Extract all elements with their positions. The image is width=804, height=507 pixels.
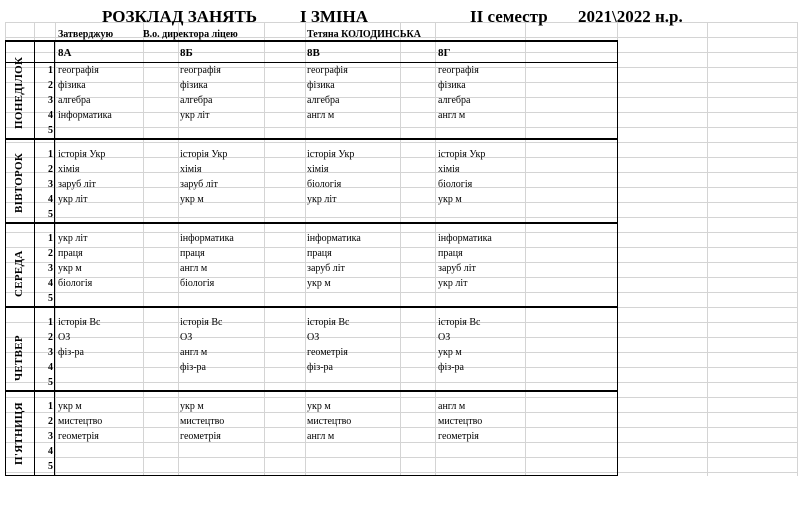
subject-cell: хімія bbox=[438, 164, 460, 175]
lesson-number: 3 bbox=[48, 95, 53, 106]
subject-cell: англ м bbox=[438, 401, 466, 412]
lesson-number: 5 bbox=[48, 209, 53, 220]
gridline-h bbox=[5, 97, 797, 98]
gridline-h bbox=[5, 127, 797, 128]
lesson-number: 4 bbox=[48, 110, 53, 121]
subject-cell: праця bbox=[180, 248, 205, 259]
day-separator bbox=[5, 138, 617, 140]
gridline-h bbox=[5, 352, 797, 353]
subject-cell: укр м bbox=[180, 401, 204, 412]
subject-cell: історія Укр bbox=[307, 149, 355, 160]
subject-cell: історія Укр bbox=[180, 149, 228, 160]
subject-cell: історія Укр bbox=[58, 149, 106, 160]
class-header-3: 8В bbox=[307, 47, 320, 59]
subject-cell: біологія bbox=[180, 278, 215, 289]
border-vertical bbox=[617, 40, 618, 476]
gridline-h bbox=[5, 442, 797, 443]
day-separator bbox=[5, 222, 617, 224]
lesson-number: 4 bbox=[48, 362, 53, 373]
gridline-h bbox=[5, 322, 797, 323]
subject-cell: англ м bbox=[180, 263, 208, 274]
subject-cell: геометрія bbox=[438, 431, 479, 442]
subject-cell: ОЗ bbox=[307, 332, 320, 343]
subject-cell: укр м bbox=[307, 401, 331, 412]
subject-cell: географія bbox=[307, 65, 348, 76]
gridline-h bbox=[5, 367, 797, 368]
gridline-h bbox=[5, 52, 797, 53]
lesson-number: 3 bbox=[48, 263, 53, 274]
day-label-1: ПОНЕДІЛОК bbox=[13, 56, 25, 129]
subject-cell: мистецтво bbox=[307, 416, 352, 427]
subject-cell: фіз-ра bbox=[180, 362, 206, 373]
subject-cell: історія Вс bbox=[438, 317, 481, 328]
lesson-number: 5 bbox=[48, 461, 53, 472]
lesson-number: 1 bbox=[48, 317, 53, 328]
gridline-h bbox=[5, 457, 797, 458]
subject-cell: алгебра bbox=[438, 95, 471, 106]
subject-cell: укр м bbox=[438, 194, 462, 205]
gridline-h bbox=[5, 247, 797, 248]
subject-cell: праця bbox=[307, 248, 332, 259]
day-label-4: ЧЕТВЕР bbox=[13, 335, 25, 381]
subject-cell: біологія bbox=[58, 278, 93, 289]
subject-cell: англ м bbox=[180, 347, 208, 358]
gridline-v bbox=[525, 22, 526, 476]
gridline-h bbox=[5, 67, 797, 68]
lesson-number: 2 bbox=[48, 164, 53, 175]
subject-cell: заруб літ bbox=[438, 263, 476, 274]
subject-cell: ОЗ bbox=[180, 332, 193, 343]
day-separator bbox=[5, 306, 617, 308]
border-vertical bbox=[34, 40, 35, 476]
subject-cell: хімія bbox=[180, 164, 202, 175]
gridline-v bbox=[435, 22, 436, 476]
subject-cell: історія Укр bbox=[438, 149, 486, 160]
class-header-2: 8Б bbox=[180, 47, 193, 59]
lesson-number: 1 bbox=[48, 65, 53, 76]
lesson-number: 5 bbox=[48, 293, 53, 304]
subject-cell: праця bbox=[438, 248, 463, 259]
subject-cell: фізика bbox=[180, 80, 208, 91]
approval-label: Затверджую bbox=[58, 29, 114, 40]
gridline-h bbox=[5, 277, 797, 278]
gridline-h bbox=[5, 112, 797, 113]
subject-cell: фіз-ра bbox=[307, 362, 333, 373]
subject-cell: укр літ bbox=[58, 233, 88, 244]
subject-cell: інформатика bbox=[307, 233, 361, 244]
gridline-v bbox=[707, 22, 708, 476]
subject-cell: алгебра bbox=[58, 95, 91, 106]
subject-cell: укр літ bbox=[180, 110, 210, 121]
lesson-number: 4 bbox=[48, 278, 53, 289]
subject-cell: фіз-ра bbox=[58, 347, 84, 358]
subject-cell: інформатика bbox=[438, 233, 492, 244]
lesson-number: 1 bbox=[48, 233, 53, 244]
gridline-h bbox=[5, 142, 797, 143]
border-vertical bbox=[5, 40, 6, 476]
subject-cell: мистецтво bbox=[180, 416, 225, 427]
subject-cell: фізика bbox=[58, 80, 86, 91]
lesson-number: 2 bbox=[48, 248, 53, 259]
gridline-h bbox=[5, 472, 797, 473]
subject-cell: інформатика bbox=[180, 233, 234, 244]
subject-cell: заруб літ bbox=[58, 179, 96, 190]
gridline-h bbox=[5, 172, 797, 173]
gridline-v bbox=[400, 22, 401, 476]
page-title: РОЗКЛАД ЗАНЯТЬ bbox=[102, 7, 258, 26]
subject-cell: історія Вс bbox=[307, 317, 350, 328]
day-label-5: П'ЯТНИЦЯ bbox=[13, 402, 25, 465]
subject-cell: біологія bbox=[307, 179, 342, 190]
subject-cell: укр літ bbox=[307, 194, 337, 205]
subject-cell: геометрія bbox=[58, 431, 99, 442]
subject-cell: англ м bbox=[438, 110, 466, 121]
subject-cell: мистецтво bbox=[438, 416, 483, 427]
subject-cell: інформатика bbox=[58, 110, 112, 121]
gridline-h bbox=[5, 217, 797, 218]
subject-cell: мистецтво bbox=[58, 416, 103, 427]
lesson-number: 1 bbox=[48, 401, 53, 412]
lesson-number: 3 bbox=[48, 431, 53, 442]
subject-cell: праця bbox=[58, 248, 83, 259]
gridline-v bbox=[305, 22, 306, 476]
class-header-1: 8А bbox=[58, 47, 72, 59]
gridline-v bbox=[264, 22, 265, 476]
subject-cell: географія bbox=[180, 65, 221, 76]
subject-cell: хімія bbox=[307, 164, 329, 175]
lesson-number: 3 bbox=[48, 347, 53, 358]
gridline-h bbox=[5, 202, 797, 203]
border-vertical bbox=[54, 40, 55, 476]
subject-cell: географія bbox=[438, 65, 479, 76]
subject-cell: фізика bbox=[438, 80, 466, 91]
subject-cell: геометрія bbox=[307, 347, 348, 358]
subject-cell: ОЗ bbox=[58, 332, 71, 343]
lesson-number: 5 bbox=[48, 377, 53, 388]
subject-cell: укр літ bbox=[438, 278, 468, 289]
subject-cell: англ м bbox=[307, 431, 335, 442]
lesson-number: 2 bbox=[48, 332, 53, 343]
subject-cell: історія Вс bbox=[58, 317, 101, 328]
class-header-4: 8Г bbox=[438, 47, 451, 59]
day-label-3: СЕРЕДА bbox=[13, 250, 25, 297]
subject-cell: історія Вс bbox=[180, 317, 223, 328]
lesson-number: 4 bbox=[48, 194, 53, 205]
gridline-h bbox=[5, 397, 797, 398]
subject-cell: фізика bbox=[307, 80, 335, 91]
subject-cell: укр літ bbox=[58, 194, 88, 205]
header-divider bbox=[5, 62, 617, 63]
subject-cell: заруб літ bbox=[180, 179, 218, 190]
subject-cell: укр м bbox=[438, 347, 462, 358]
subject-cell: укр м bbox=[307, 278, 331, 289]
subject-cell: укр м bbox=[58, 401, 82, 412]
academic-year: 2021\2022 н.р. bbox=[578, 7, 683, 26]
subject-cell: хімія bbox=[58, 164, 80, 175]
gridline-h bbox=[5, 232, 797, 233]
subject-cell: укр м bbox=[58, 263, 82, 274]
lesson-number: 1 bbox=[48, 149, 53, 160]
gridline-h bbox=[5, 157, 797, 158]
gridline-v bbox=[55, 22, 56, 476]
subject-cell: алгебра bbox=[180, 95, 213, 106]
shift-label: I ЗМІНА bbox=[300, 7, 368, 26]
gridline-v bbox=[143, 22, 144, 476]
lesson-number: 3 bbox=[48, 179, 53, 190]
gridline-h bbox=[5, 82, 797, 83]
director-title: В.о. директора ліцею bbox=[143, 29, 238, 40]
director-name: Тетяна КОЛОДИНСЬКА bbox=[307, 29, 421, 40]
gridline-h bbox=[5, 187, 797, 188]
gridline-h bbox=[5, 337, 797, 338]
gridline-h bbox=[5, 262, 797, 263]
gridline-h bbox=[5, 292, 797, 293]
subject-cell: ОЗ bbox=[438, 332, 451, 343]
semester-label: II семестр bbox=[470, 7, 548, 26]
day-separator bbox=[5, 390, 617, 392]
lesson-number: 2 bbox=[48, 416, 53, 427]
gridline-h bbox=[5, 382, 797, 383]
gridline-v bbox=[178, 22, 179, 476]
lesson-number: 5 bbox=[48, 125, 53, 136]
subject-cell: заруб літ bbox=[307, 263, 345, 274]
lesson-number: 2 bbox=[48, 80, 53, 91]
subject-cell: географія bbox=[58, 65, 99, 76]
subject-cell: біологія bbox=[438, 179, 473, 190]
subject-cell: укр м bbox=[180, 194, 204, 205]
subject-cell: англ м bbox=[307, 110, 335, 121]
border-top bbox=[5, 40, 617, 42]
subject-cell: геометрія bbox=[180, 431, 221, 442]
subject-cell: алгебра bbox=[307, 95, 340, 106]
border-bottom bbox=[5, 475, 617, 476]
day-label-2: ВІВТОРОК bbox=[13, 152, 25, 213]
gridline-h bbox=[5, 412, 797, 413]
subject-cell: фіз-ра bbox=[438, 362, 464, 373]
gridline-h bbox=[5, 427, 797, 428]
lesson-number: 4 bbox=[48, 446, 53, 457]
gridline-v bbox=[797, 22, 798, 476]
